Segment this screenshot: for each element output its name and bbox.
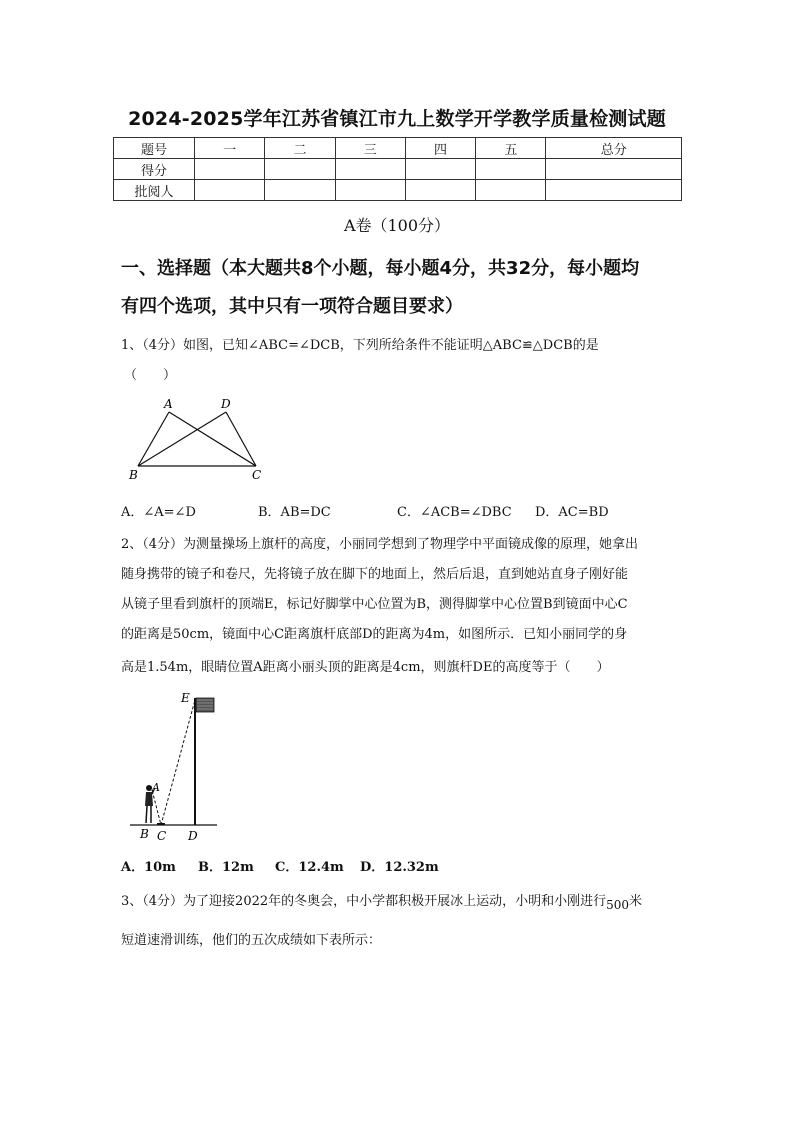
point-label-d: D [221,397,231,411]
q1-option-d: D．AC=BD [535,505,609,520]
q2-flagpole-figure [125,688,235,843]
sight-line-mirror-to-top [161,700,195,825]
q2-line-4: 的距离是50cm，镜面中心C距离旗杆底部D的距离为4m，如图所示．已知小丽同学的身 [121,627,628,642]
table-cell [476,180,546,201]
table-cell: 四 [405,138,475,159]
point-label-a: A [152,781,160,794]
table-cell [546,180,682,201]
score-table [113,137,682,201]
segment-dc [226,412,256,466]
table-cell [335,159,405,180]
table-cell: 总分 [546,138,682,159]
table-cell [405,180,475,201]
table-cell [265,159,335,180]
part1-title-line1: 一、选择题（本大题共8个小题，每小题4分，共32分，每小题均 [121,258,640,279]
q3-distance-value: 500 [606,898,630,912]
table-cell: 三 [335,138,405,159]
table-cell: 一 [195,138,265,159]
segment-ab [138,412,169,466]
q1-triangle-figure [120,393,280,488]
q3-unit: 米 [629,894,643,909]
q3-line-1 [121,890,643,912]
q1-option-a: A．∠A=∠D [121,505,196,520]
table-cell [405,159,475,180]
table-cell [265,180,335,201]
table-cell: 题号 [114,138,195,159]
point-label-b: B [129,468,138,482]
table-cell [195,180,265,201]
table-cell: 批阅人 [114,180,195,201]
table-cell [546,159,682,180]
q1-stem: 1、（4分）如图，已知∠ABC=∠DCB，下列所给条件不能证明△ABC≌△DCB的是 [121,338,599,353]
table-cell [335,180,405,201]
score-table-header-row [114,138,682,159]
person-body [145,792,153,806]
table-cell: 五 [476,138,546,159]
point-label-a: A [164,397,173,411]
part1-title-line2: 有四个选项，其中只有一项符合题目要求） [121,296,463,317]
q2-option-c: C．12.4m [275,860,344,875]
q2-line-5: 高是1.54m，眼睛位置A距离小丽头顶的距离是4cm，则旗杆DE的高度等于（ ） [121,660,610,675]
q1-option-c: C．∠ACB=∠DBC [397,505,512,520]
q2-line-3: 从镜子里看到旗杆的顶端E，标记好脚掌中心位置为B，测得脚掌中心位置B到镜面中心C [121,597,628,612]
q1-option-b: B．AB=DC [258,505,331,520]
q3-line-2: 短道速滑训练，他们的五次成绩如下表所示： [121,933,382,948]
q2-line-1: 2、（4分）为测量操场上旗杆的高度，小丽同学想到了物理学中平面镜成像的原理，她拿出 [121,537,639,552]
point-label-b: B [140,827,149,841]
point-label-d: D [188,829,198,843]
score-table-row [114,159,682,180]
point-label-c: C [252,468,262,482]
q2-option-a: A．10m [121,860,176,875]
table-cell: 得分 [114,159,195,180]
point-label-c: C [157,829,167,843]
section-a-heading: A卷（100分） [343,216,451,235]
point-label-e: E [181,691,190,705]
q1-answer-blank: （ ） [124,368,177,383]
q2-option-b: B．12m [198,860,254,875]
table-cell: 二 [265,138,335,159]
table-cell [476,159,546,180]
person-leg-left [146,806,147,823]
table-cell [195,159,265,180]
q2-option-d: D．12.32m [360,860,439,875]
q2-line-2: 随身携带的镜子和卷尺，先将镜子放在脚下的地面上，然后后退，直到她站直身子刚好能 [121,567,629,582]
score-table-row [114,180,682,201]
q3-line-1-text: 3、（4分）为了迎接2022年的冬奥会，中小学都积极开展冰上运动，小明和小刚进行 [121,894,607,909]
page-title: 2024-2025学年江苏省镇江市九上数学开学教学质量检测试题 [128,108,666,130]
mirror [157,823,165,825]
